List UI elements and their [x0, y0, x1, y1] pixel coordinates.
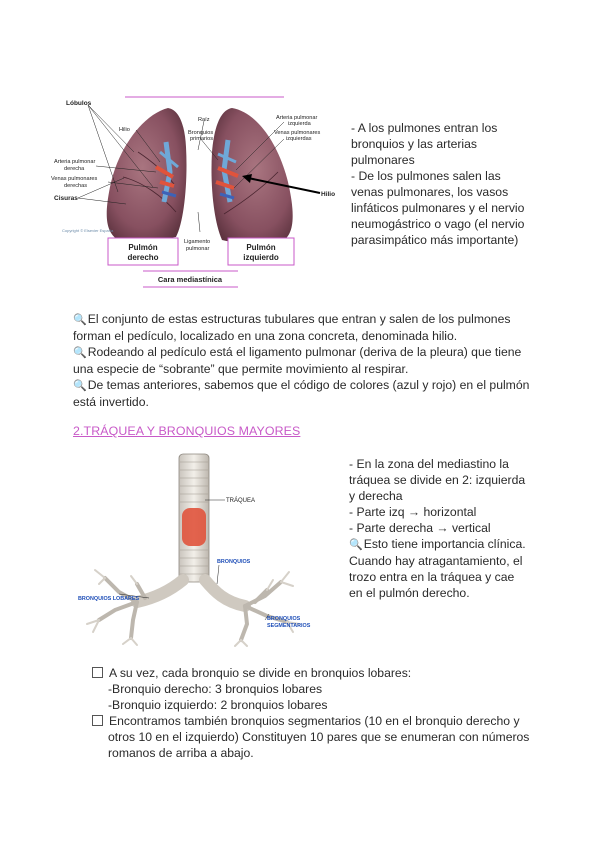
label-arteria-derecha: Arteria pulmonar: [54, 159, 96, 165]
label-venas-izquierdas: Venas pulmonares: [274, 130, 321, 136]
label-hilio-left: Hilio: [119, 127, 130, 133]
svg-text:derecho: derecho: [127, 253, 159, 262]
lung-figure: [48, 92, 348, 292]
label-arteria-izquierda: Arteria pulmonar: [276, 115, 318, 121]
checkbox-icon[interactable]: [92, 715, 103, 726]
lung-notes: - A los pulmones entran los bronquios y las arterias pulmonares - De los pulmones salen las venas pulmonares, los vasos linfáticos pulmonares y el nervio neumogástrico o vago (el nervio parasimpático más importante): [351, 121, 525, 247]
trachea-figure: [75, 452, 325, 647]
svg-text:derecha: derecha: [64, 166, 85, 172]
trachea-notes: - En la zona del mediastino la tráquea se divide en 2: izquierda y derecha - Parte izq → horizontal - Parte derecha → vertical 🔍Esto tiene importancia clínica. Cuando hay atragantamiento, el trozo entra en la tráquea y cae en el pulmón derecho.: [349, 457, 526, 600]
svg-text:primarios: primarios: [190, 136, 214, 142]
svg-text:pulmonar: pulmonar: [186, 246, 210, 252]
right-main-bronchus: [205, 580, 245, 606]
magnifier-icon: 🔍: [349, 539, 363, 551]
trachea-highlight: [182, 508, 206, 546]
bullet-item: Encontramos también bronquios segmentarios (10 en el bronquio derecho y otros 10 en el izquierdo) Constituyen 10 pares que se enumeran con números romanos de arriba a abajo.: [92, 713, 529, 761]
label-raiz: Raíz: [198, 117, 210, 123]
svg-text:derechas: derechas: [64, 183, 88, 189]
svg-text:izquierda: izquierda: [288, 121, 311, 127]
svg-text:SEGMENTARIOS: SEGMENTARIOS: [267, 623, 311, 629]
label-bronquios: Bronquios: [188, 130, 214, 136]
lobar-bronchi: [99, 578, 287, 640]
label-cara-mediastinica: Cara mediastínica: [157, 275, 223, 284]
label-bronquios-segmentarios: BRONQUIOS: [267, 616, 301, 622]
label-venas-derechas: Venas pulmonares: [51, 176, 98, 182]
magnifier-icon: 🔍: [73, 347, 87, 359]
bullet-item: A su vez, cada bronquio se divide en bronquios lobares: -Bronquio derecho: 3 bronquios lobares -Bronquio izquierdo: 2 bronquios lobares: [92, 665, 529, 713]
label-traquea: TRÁQUEA: [226, 498, 256, 504]
svg-text:izquierdas: izquierdas: [286, 136, 312, 142]
svg-text:Pulmón: Pulmón: [128, 243, 158, 252]
magnifier-icon: 🔍: [73, 314, 87, 326]
svg-text:izquierdo: izquierdo: [243, 253, 279, 262]
magnifier-icon: 🔍: [73, 380, 87, 392]
label-bronquios: BRONQUIOS: [217, 559, 251, 565]
copyright-credit: Copyright © Elsevier España: [62, 228, 114, 233]
section-heading: 2.TRÁQUEA Y BRONQUIOS MAYORES: [73, 424, 301, 438]
label-ligamento: Ligamento: [184, 239, 211, 245]
pediculo-paragraph: 🔍El conjunto de estas estructuras tubulares que entran y salen de los pulmones forman el pedículo, localizado en una zona concreta, denominada hilio. 🔍Rodeando al pedículo está el ligamento pulmonar (deriva de la pleura) que tiene una especie de “sobrante” que permite movimiento al respirar. 🔍De temas anteriores, sabemos que el código de colores (azul y rojo) en el pulmón está invertido.: [73, 312, 530, 409]
label-lobulos: Lóbulos: [66, 100, 92, 107]
label-cisuras: Cisuras: [54, 195, 78, 202]
bullet-list: [92, 665, 529, 761]
label-bronquios-lobares: BRONQUIOS LOBARES: [78, 596, 140, 602]
svg-text:Pulmón: Pulmón: [246, 243, 276, 252]
checkbox-icon[interactable]: [92, 667, 103, 678]
label-hilio-right: Hilio: [321, 191, 336, 198]
